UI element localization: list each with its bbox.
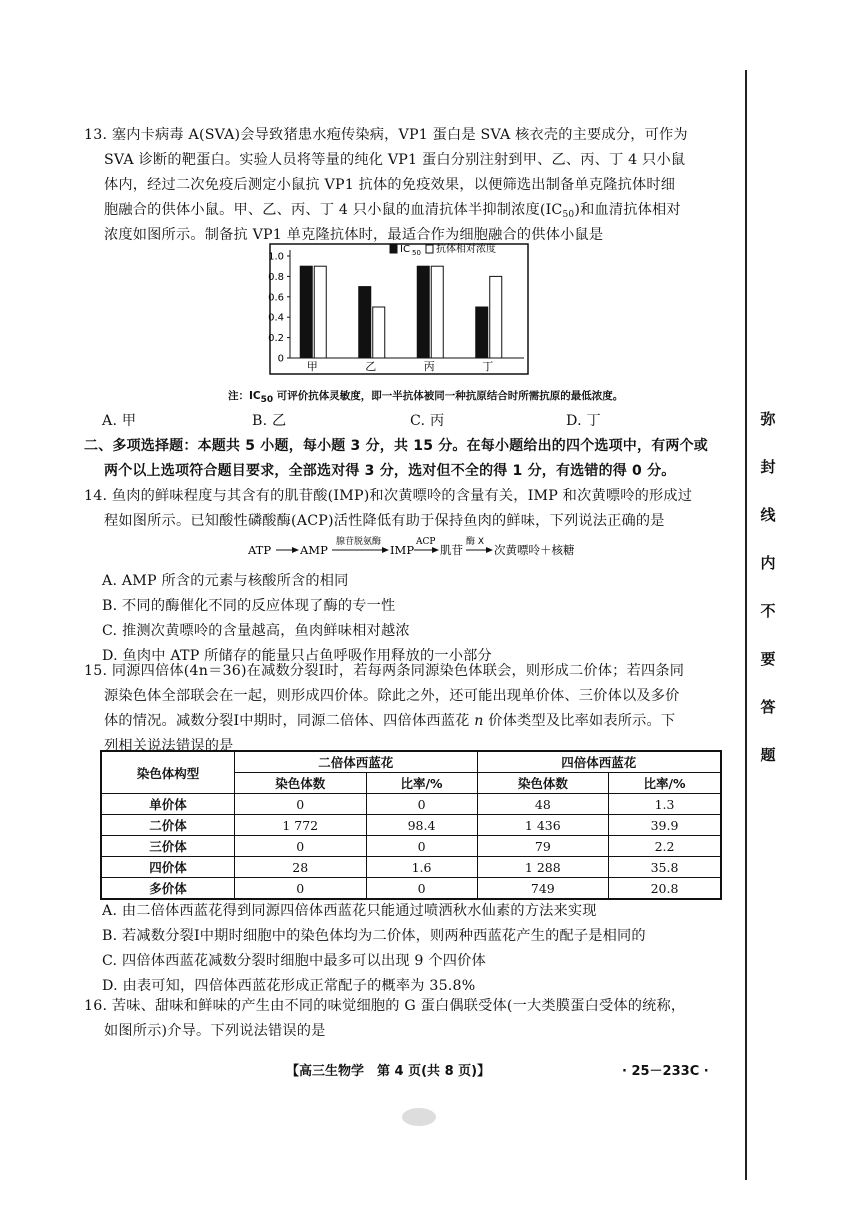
pathway-enzyme-2: ACP [416,537,436,547]
table-subheader-count: 染色体数 [235,773,367,794]
margin-char: 内 [760,554,776,572]
table-cell: 2.2 [609,836,721,857]
q15-option-c: C. 四倍体西蓝花减数分裂时细胞中最多可以出现 9 个四价体 [102,953,486,969]
table-cell: 0 [235,836,367,857]
table-row [101,878,721,900]
chart-bar [373,307,385,358]
chart-y-tick-label: 0.8 [268,271,284,283]
q14-option-a: A. AMP 所含的元素与核酸所含的相同 [102,573,349,589]
q13-option-c: C. 丙 [410,413,445,429]
table-subheader-ratio: 比率/% [366,773,477,794]
q13-option-b: B. 乙 [252,413,287,429]
q16-line-2: 如图所示)介导。下列说法错误的是 [104,1023,326,1039]
q13-line-1: 13. 塞内卡病毒 A(SVA)会导致猪患水疱传染病，VP1 蛋白是 SVA 核衣壳的主要成分，可作为 [84,127,688,143]
q15-line-1: 15. 同源四倍体(4n＝36)在减数分裂Ⅰ时，若每两条同源染色体联会，则形成二价体；若四条同 [84,663,685,679]
margin-char: 不 [760,602,776,620]
q13-line-3: 体内，经过二次免疫后测定小鼠抗 VP1 抗体的免疫效果，以便筛选出制备单克隆抗体时细 [104,177,676,193]
margin-char: 弥 [760,410,776,428]
chart-footnote: 注：IC50 可评价抗体灵敏度，即一半抗体被同一种抗原结合时所需抗原的最低浓度。 [228,390,624,405]
chart-x-tick-label: 乙 [365,360,377,373]
q15-line-3: 体的情况。减数分裂Ⅰ中期时，同源二倍体、四倍体西蓝花 n 价体类型及比率如表所示。下 [104,713,676,729]
q13-line-4: 胞融合的供体小鼠。甲、乙、丙、丁 4 只小鼠的血清抗体半抑制浓度$(IC_{50})$和血清抗体相对 [104,202,681,220]
chart-legend-swatch [426,245,433,253]
chart-x-tick-label: 甲 [306,360,318,373]
chart-y-tick-label: 0 [277,353,284,365]
section2-line-2: 两个以上选项符合题目要求，全部选对得 3 分，选对但不全的得 1 分，有选错的得 0 分。 [104,463,676,479]
ic50-antibody-bar-chart [262,242,532,382]
table-row [101,815,721,836]
chart-legend-label: IC [400,244,410,255]
table-cell: 0 [235,878,367,900]
table-header-tetraploid: 四倍体西蓝花 [477,751,721,773]
pathway-imp: IMP [390,543,415,557]
table-row [101,794,721,815]
pathway-products: 次黄嘌呤＋核糖 [494,543,575,557]
table-header-row [101,751,721,773]
table-cell: 多价体 [101,878,235,900]
table-cell: 1.6 [366,857,477,878]
table-cell: 98.4 [366,815,477,836]
table-cell: 35.8 [609,857,721,878]
q15-line-2: 源染色体全部联会在一起，则形成四价体。除此之外，还可能出现单价体、三价体以及多价 [104,688,680,704]
table-subheader-ratio: 比率/% [609,773,721,794]
pathway-enzyme-3: 酶 X [466,537,485,547]
pathway-atp: ATP [248,543,272,557]
table-cell: 0 [235,794,367,815]
pathway-inosine: 肌苷 [440,543,463,557]
paper-code: · 25－233C · [622,1064,709,1079]
table-cell: 1 436 [477,815,609,836]
margin-char: 答 [760,698,776,716]
margin-char: 题 [760,746,776,764]
q15-line-4: 列相关说法错误的是 [104,738,234,754]
table-cell: 1.3 [609,794,721,815]
q14-option-d: D. 鱼肉中 ATP 所储存的能量只占鱼呼吸作用释放的一小部分 [102,648,492,664]
chart-x-tick-label: 丁 [482,360,494,373]
q16-line-1: 16. 苦味、甜味和鲜味的产生由不同的味觉细胞的 G 蛋白偶联受体(一大类膜蛋白受体的统称， [84,998,686,1014]
margin-char: 封 [760,458,776,476]
q15-option-b: B. 若减数分裂Ⅰ中期时细胞中的染色体均为二价体，则两种西蓝花产生的配子是相同的 [102,928,646,944]
margin-char: 线 [760,506,776,524]
q15-option-a: A. 由二倍体西蓝花得到同源四倍体西蓝花只能通过喷洒秋水仙素的方法来实现 [102,903,597,919]
table-cell: 749 [477,878,609,900]
table-subheader-count: 染色体数 [477,773,609,794]
table-cell: 20.8 [609,878,721,900]
section2-line-1: 二、多项选择题：本题共 5 小题，每小题 3 分，共 15 分。在每小题给出的四个选项中，有两个或 [84,438,709,454]
chart-bar [490,276,502,358]
table-cell: 28 [235,857,367,878]
q13-line-5: 浓度如图所示。制备抗 VP1 单克隆抗体时，最适合作为细胞融合的供体小鼠是 [104,227,604,243]
q13-line-2: SVA 诊断的靶蛋白。实验人员将等量的纯化 VP1 蛋白分别注射到甲、乙、丙、丁 4 只小鼠 [104,152,686,168]
chart-bar [300,266,312,358]
table-cell: 0 [366,836,477,857]
pathway-amp: AMP [300,543,328,557]
chart-y-tick-label: 0.6 [268,292,284,304]
binding-line [745,70,747,1180]
table-row [101,857,721,878]
table-cell: 二价体 [101,815,235,836]
table-cell: 39.9 [609,815,721,836]
table-header-diploid: 二倍体西蓝花 [235,751,478,773]
scan-smudge [402,1108,436,1126]
q14-line-2: 程如图所示。已知酸性磷酸酶(ACP)活性降低有助于保持鱼肉的鲜味，下列说法正确的是 [104,513,665,529]
table-cell: 48 [477,794,609,815]
table-header-configuration: 染色体构型 [101,751,235,794]
table-cell: 0 [366,794,477,815]
chart-y-tick-label: 1.0 [268,251,284,263]
page-footer-label: 【高三生物学 第 4 页(共 8 页)】 [286,1064,491,1079]
q13-option-a: A. 甲 [102,413,137,429]
table-cell: 0 [366,878,477,900]
chart-y-tick-label: 0.2 [268,333,284,345]
q14-option-c: C. 推测次黄嘌呤的含量越高，鱼肉鲜味相对越浓 [102,623,410,639]
chart-legend-label: 抗体相对浓度 [436,244,496,255]
chromosome-configuration-table [100,750,722,900]
table-cell: 单价体 [101,794,235,815]
pathway-enzyme-1: 腺苷脱氨酶 [336,537,382,547]
table-cell: 1 288 [477,857,609,878]
q13-option-d: D. 丁 [566,413,601,429]
chart-bar [359,287,371,358]
table-cell: 四价体 [101,857,235,878]
q15-option-d: D. 由表可知，四倍体西蓝花形成正常配子的概率为 35.8% [102,978,476,994]
chart-y-tick-label: 0.4 [268,312,284,324]
chart-bar [476,307,488,358]
table-cell: 三价体 [101,836,235,857]
q14-line-1: 14. 鱼肉的鲜味程度与其含有的肌苷酸(IMP)和次黄嘌呤的含量有关，IMP 和次黄嘌呤的形成过 [84,488,693,504]
table-cell: 79 [477,836,609,857]
chart-bar [431,266,443,358]
margin-char: 要 [760,650,776,668]
chart-bar [417,266,429,358]
table-cell: 1 772 [235,815,367,836]
chart-legend-swatch [390,245,397,253]
chart-x-tick-label: 丙 [423,360,435,373]
table-row [101,836,721,857]
chart-legend-subscript: 50 [412,249,421,257]
chart-bar [314,266,326,358]
q14-option-b: B. 不同的酶催化不同的反应体现了酶的专一性 [102,598,396,614]
imp-formation-pathway [248,530,638,566]
